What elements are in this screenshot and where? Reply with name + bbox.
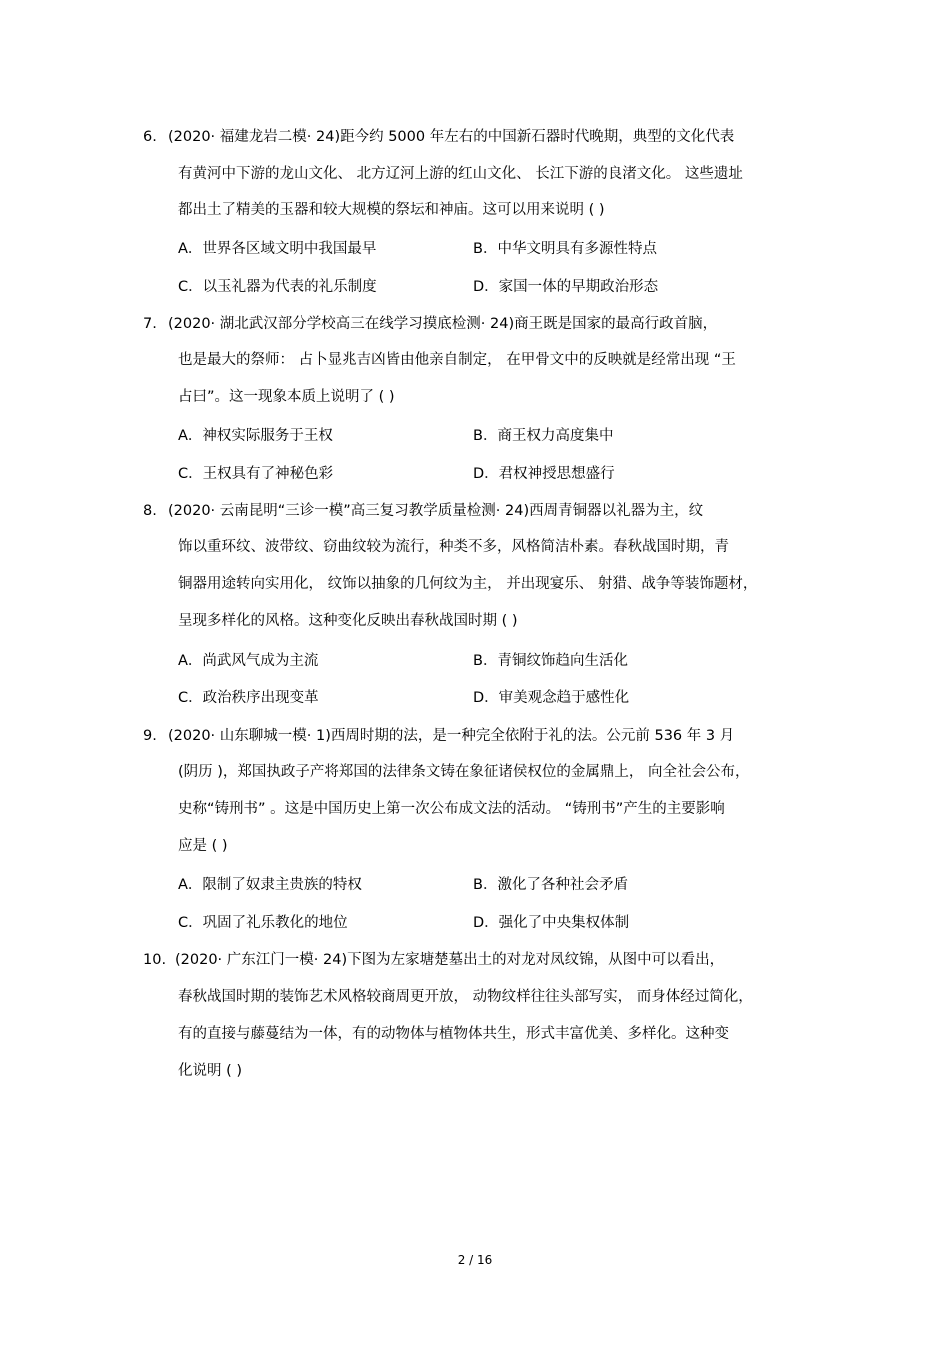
question-text-line: 都出土了精美的玉器和较大规模的祭坛和神庙。这可以用来说明 ( ) bbox=[178, 202, 605, 218]
question-text-line: (2020· 湖北武汉部分学校高三在线学习摸底检测· 24)商王既是国家的最高行政首脑， bbox=[168, 316, 718, 332]
question-text-line: 铜器用途转向实用化， 纹饰以抽象的几何纹为主， 并出现宴乐、 射猎、战争等装饰题材， bbox=[178, 576, 758, 592]
option-a: A．世界各区域文明中我国最早 bbox=[178, 241, 377, 257]
page-number: 2 / 16 bbox=[457, 1253, 493, 1267]
question-text-line: 呈现多样化的风格。这种变化反映出春秋战国时期 ( ) bbox=[178, 613, 518, 629]
question-text-line: 也是最大的祭师： 占卜显兆吉凶皆由他亲自制定， 在甲骨文中的反映就是经常出现 “王 bbox=[178, 352, 736, 368]
question-number: 10. bbox=[143, 952, 167, 968]
question-text-line: 饰以重环纹、波带纹、窃曲纹较为流行，种类不多，风格简洁朴素。春秋战国时期，青 bbox=[178, 539, 729, 555]
question-text-line: 占曰”。这一现象本质上说明了 ( ) bbox=[178, 389, 395, 405]
option-d: D．审美观念趋于感性化 bbox=[473, 690, 630, 706]
option-a: A．尚武风气成为主流 bbox=[178, 653, 319, 669]
option-b: B．青铜纹饰趋向生活化 bbox=[473, 653, 628, 669]
question-text-line: 有黄河中下游的龙山文化、 北方辽河上游的红山文化、 长江下游的良渚文化。 这些遗址 bbox=[178, 166, 743, 182]
question-text-line: (2020· 山东聊城一模· 1)西周时期的法，是一种完全依附于礼的法。公元前 536 年 3 月 bbox=[168, 728, 735, 744]
question-text-line: 有的直接与藤蔓结为一体，有的动物体与植物体共生，形式丰富优美、多样化。这种变 bbox=[178, 1026, 729, 1042]
question-text-line: (2020· 广东江门一模· 24)下图为左家塘楚墓出土的对龙对凤纹锦，从图中可以看出， bbox=[175, 952, 725, 968]
question-text-line: (2020· 云南昆明“三诊一模”高三复习教学质量检测· 24)西周青铜器以礼器为主，纹 bbox=[168, 503, 704, 519]
option-c: C．巩固了礼乐教化的地位 bbox=[178, 915, 348, 931]
option-b: B．商王权力高度集中 bbox=[473, 428, 614, 444]
question-text-line: (2020· 福建龙岩二模· 24)距今约 5000 年左右的中国新石器时代晚期，典型的文化代表 bbox=[168, 129, 735, 145]
question-number: 8. bbox=[143, 503, 157, 519]
option-d: D．君权神授思想盛行 bbox=[473, 466, 615, 482]
option-c: C．王权具有了神秘色彩 bbox=[178, 466, 334, 482]
option-a: A．限制了奴隶主贵族的特权 bbox=[178, 877, 362, 893]
option-c: C．以玉礼器为代表的礼乐制度 bbox=[178, 279, 377, 295]
question-text-line: 应是 ( ) bbox=[178, 838, 228, 854]
question-number: 6. bbox=[143, 129, 157, 145]
question-text-line: 春秋战国时期的装饰艺术风格较商周更开放， 动物纹样往往头部写实， 而身体经过简化， bbox=[178, 989, 753, 1005]
option-a: A．神权实际服务于王权 bbox=[178, 428, 333, 444]
question-text-line: 史称“铸刑书” 。这是中国历史上第一次公布成文法的活动。 “铸刑书”产生的主要影响 bbox=[178, 801, 725, 817]
option-d: D．家国一体的早期政治形态 bbox=[473, 279, 659, 295]
option-c: C．政治秩序出现变革 bbox=[178, 690, 319, 706]
question-number: 9. bbox=[143, 728, 157, 744]
option-b: B．中华文明具有多源性特点 bbox=[473, 241, 657, 257]
option-b: B．激化了各种社会矛盾 bbox=[473, 877, 628, 893]
question-text-line: 化说明 ( ) bbox=[178, 1063, 243, 1079]
question-number: 7. bbox=[143, 316, 157, 332]
option-d: D．强化了中央集权体制 bbox=[473, 915, 630, 931]
question-text-line: (阴历 )，郑国执政子产将郑国的法律条文铸在象征诸侯权位的金属鼎上， 向全社会公布， bbox=[178, 764, 750, 780]
